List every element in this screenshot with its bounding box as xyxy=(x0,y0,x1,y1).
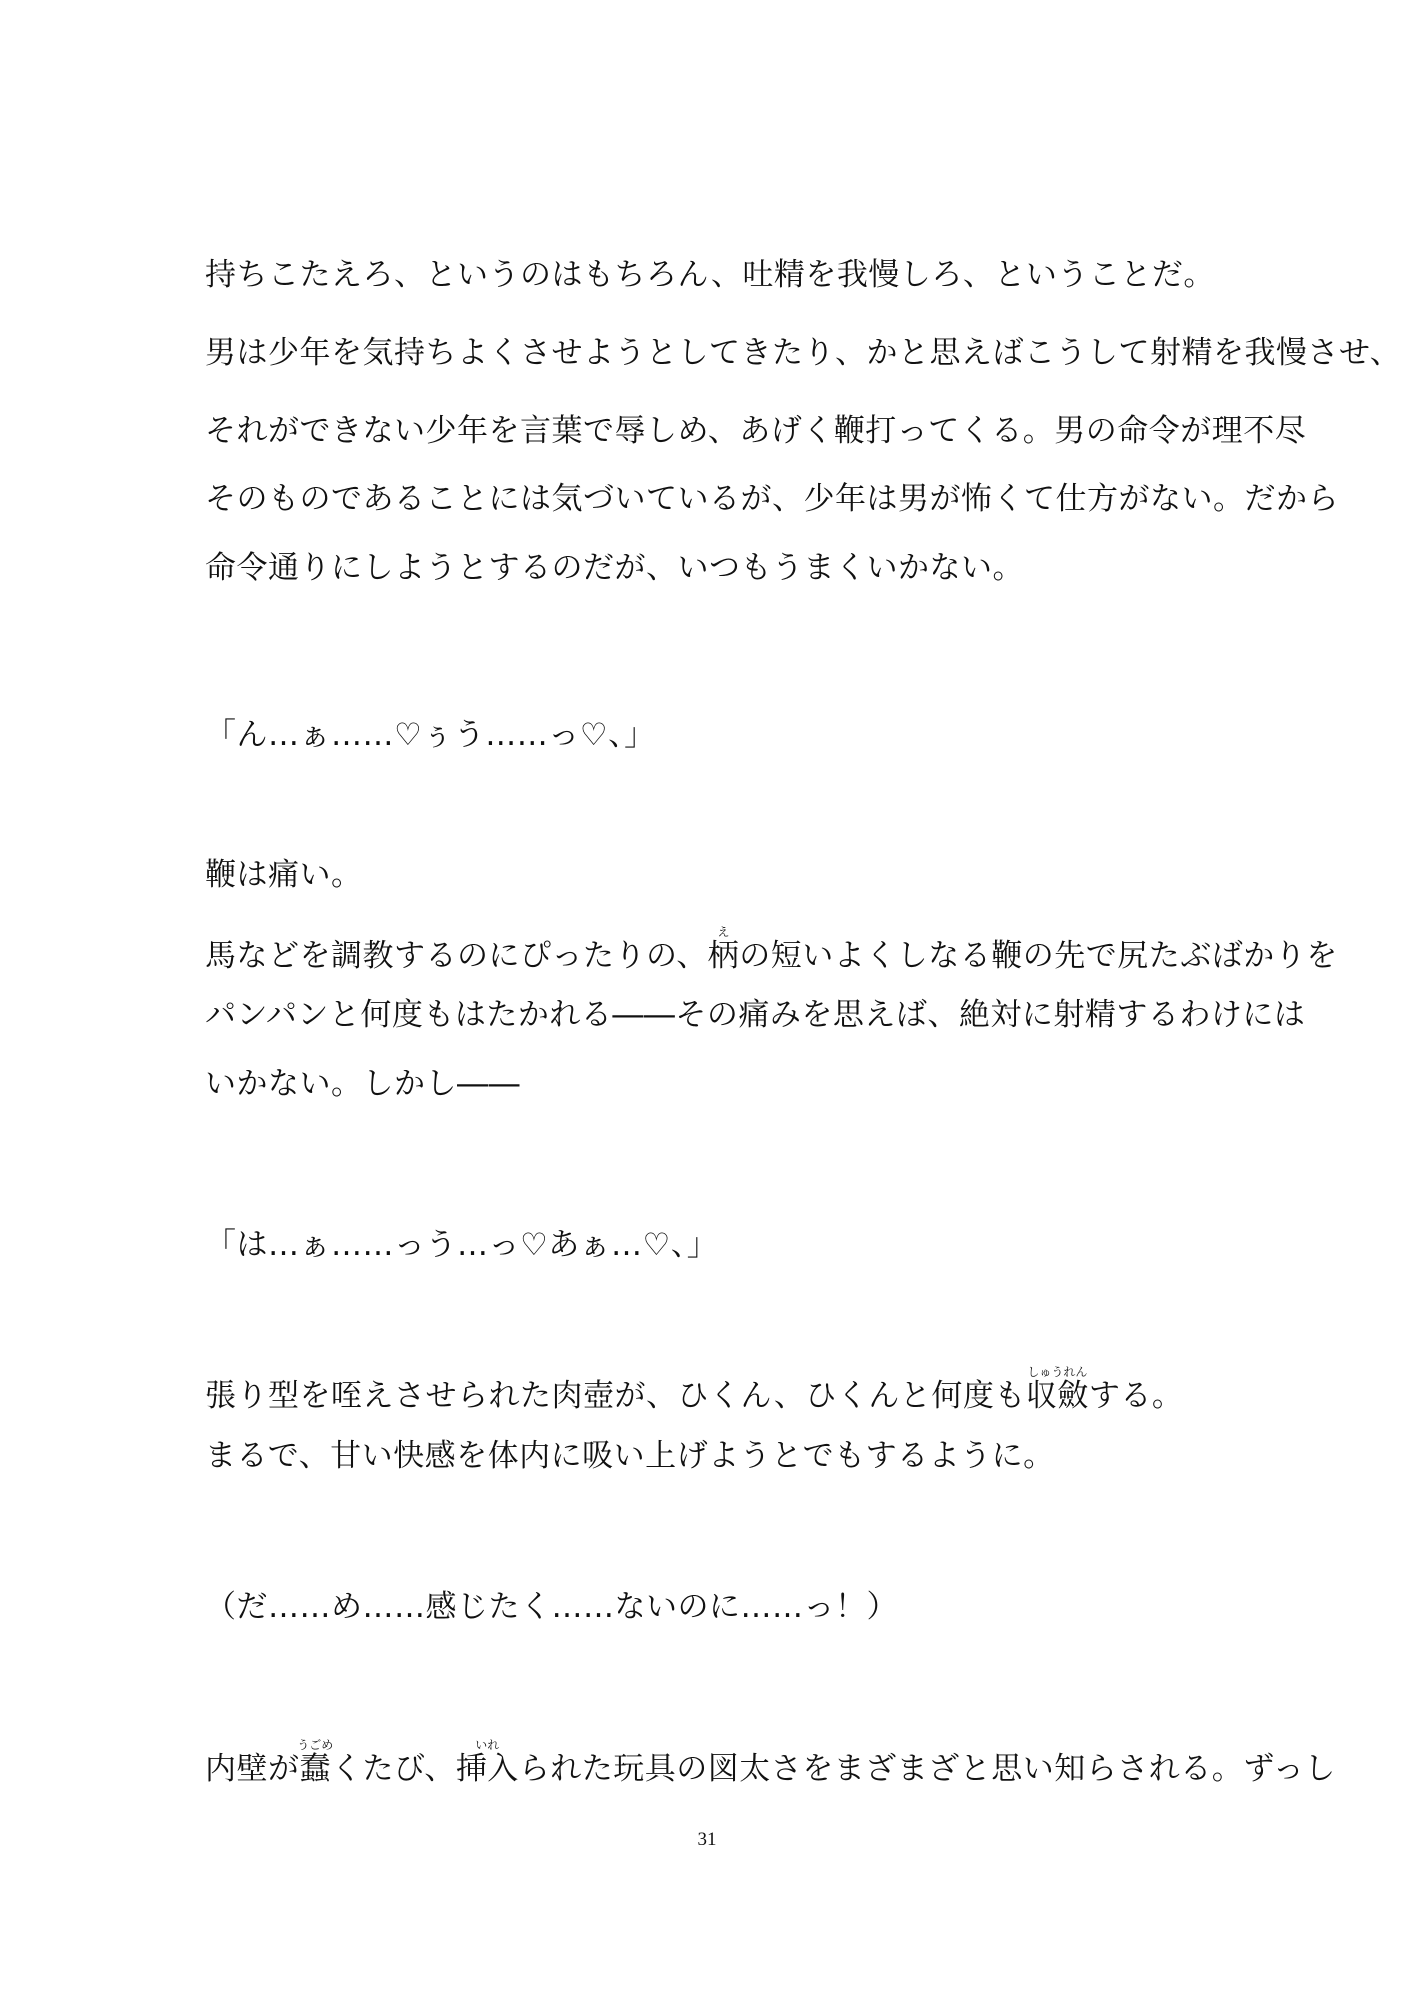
ruby-reading: いれ xyxy=(455,1738,519,1752)
text-segment: 張り型を咥えさせられた肉壺が、ひくん、ひくんと何度も xyxy=(205,1378,1026,1414)
ruby-base: 収斂 xyxy=(1025,1378,1089,1414)
text-segment: の短いよくしなる鞭の先で尻たぶばかりを xyxy=(739,938,1338,974)
dialogue-line: 「は…ぁ……っう…っ♡あぁ…♡、」 xyxy=(205,1227,719,1263)
thought-line: （だ……め……感じたく……ないのに……っ！） xyxy=(205,1589,898,1625)
text-line: 鞭は痛い。 xyxy=(205,857,363,893)
text-segment: 馬などを調教するのにぴったりの、 xyxy=(205,938,708,974)
ruby-annotation xyxy=(707,925,740,974)
text-segment: 内壁が xyxy=(205,1751,300,1787)
text-line: 男は少年を気持ちよくさせようとしてきたり、かと思えばこうして射精を我慢させ、 xyxy=(205,335,1402,371)
text-segment: くたび、 xyxy=(331,1751,456,1787)
text-segment: られた玩具の図太さをまざまざと思い知らされる。ずっし xyxy=(518,1751,1336,1787)
ruby-annotation xyxy=(455,1738,519,1787)
dialogue-line: 「ん…ぁ……♡ぅう……っ♡、」 xyxy=(205,717,656,753)
text-line: それができない少年を言葉で辱しめ、あげく鞭打ってくる。男の命令が理不尽 xyxy=(205,413,1307,449)
text-line: いかない。しかし―― xyxy=(205,1066,520,1102)
text-line: そのものであることには気づいているが、少年は男が怖くて仕方がない。だから xyxy=(205,481,1339,517)
ruby-reading: え xyxy=(707,925,740,939)
text-line: 命令通りにしようとするのだが、いつもうまくいかない。 xyxy=(205,550,1024,586)
ruby-base: 蠢 xyxy=(297,1751,334,1787)
ruby-base: 柄 xyxy=(707,938,740,974)
page-number: 31 xyxy=(697,1829,717,1850)
text-line xyxy=(205,1738,1336,1789)
ruby-reading: うごめ xyxy=(297,1738,334,1752)
text-line xyxy=(205,925,1338,976)
text-line: パンパンと何度もはたかれる――その痛みを思えば、絶対に射精するわけには xyxy=(205,997,1306,1033)
text-line xyxy=(205,1365,1235,1416)
ruby-annotation xyxy=(297,1738,334,1787)
text-line: まるで、甘い快感を体内に吸い上げようとでもするように。 xyxy=(205,1438,1055,1474)
ruby-annotation xyxy=(1025,1365,1089,1414)
text-line: 持ちこたえろ、というのはもちろん、吐精を我慢しろ、ということだ。 xyxy=(205,257,1215,293)
ruby-base: 挿入 xyxy=(455,1751,519,1787)
ruby-reading: しゅうれん xyxy=(1025,1365,1089,1379)
text-segment: する。 xyxy=(1088,1378,1184,1414)
